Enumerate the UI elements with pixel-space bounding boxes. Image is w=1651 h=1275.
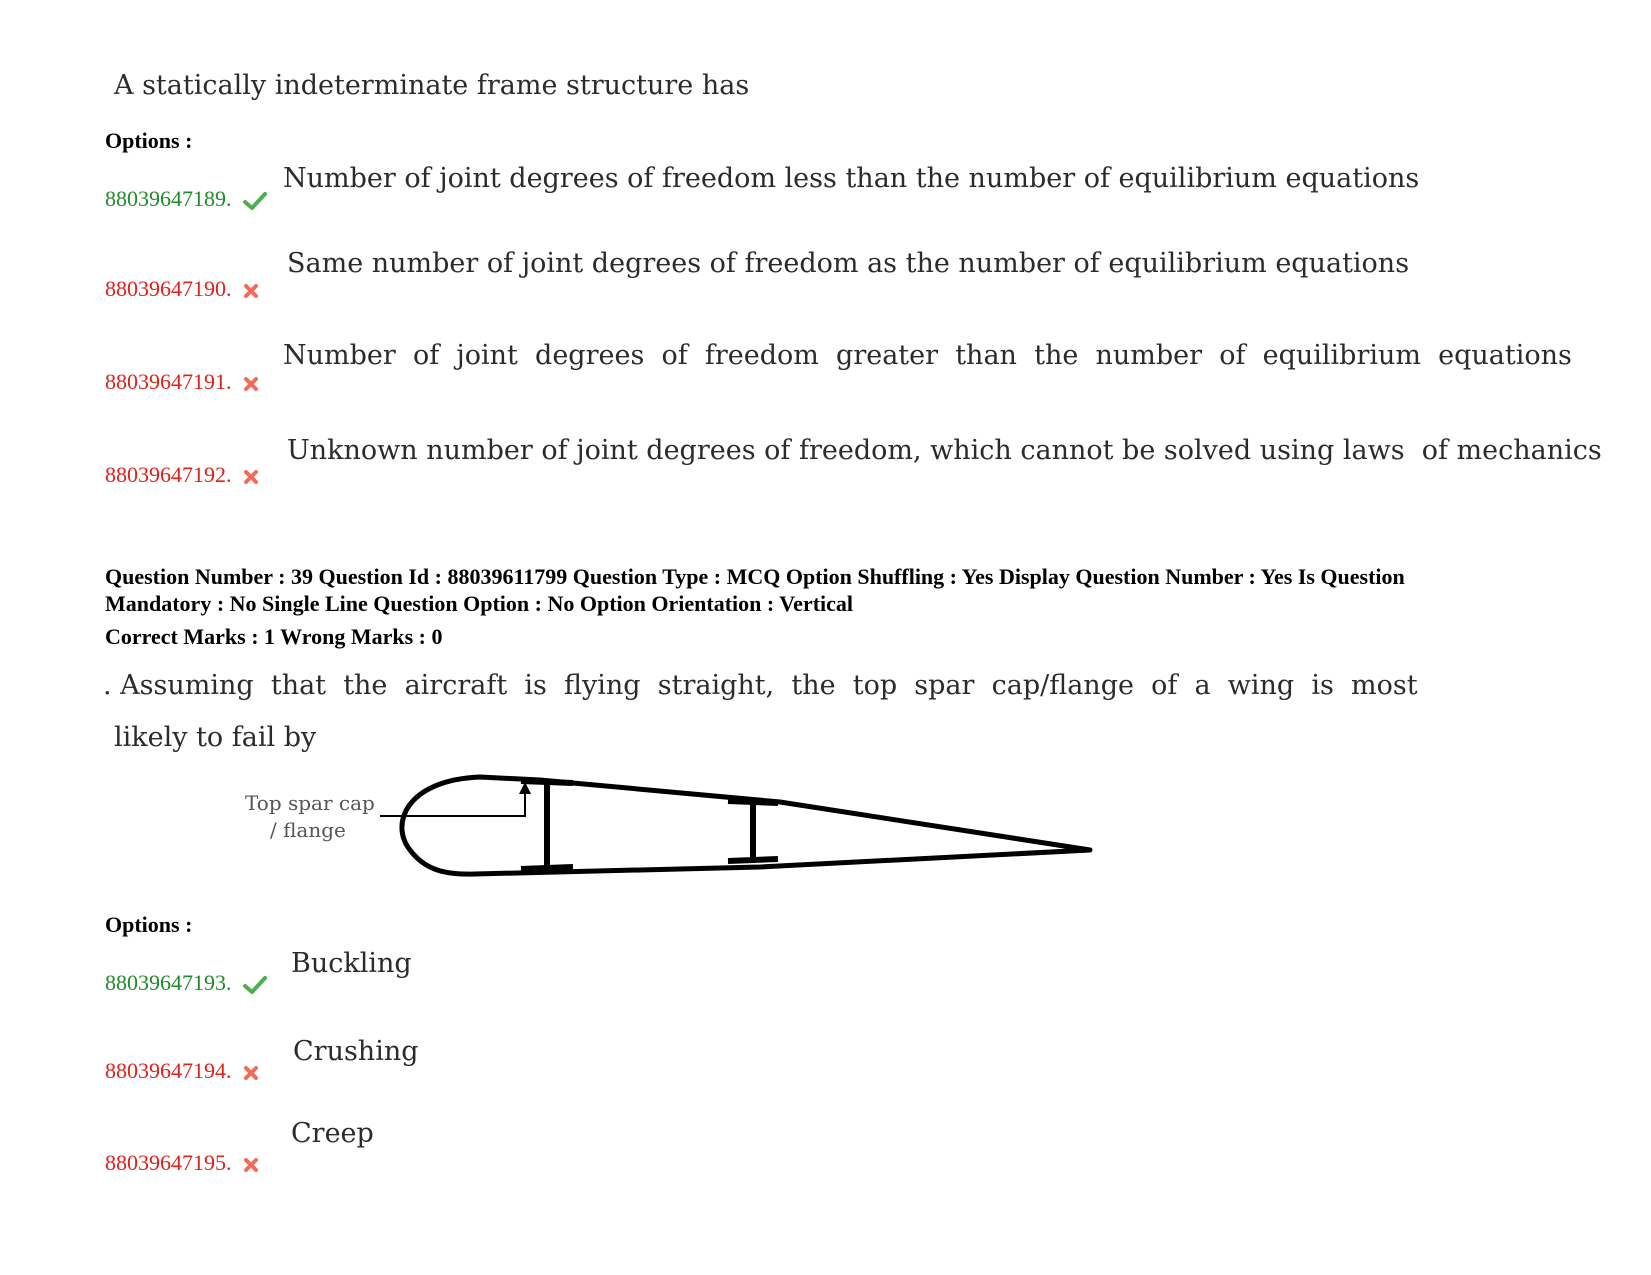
option-id-text: 88039647195. <box>105 1150 232 1175</box>
option-id <box>105 970 267 996</box>
option-id <box>105 276 259 302</box>
question-meta <box>105 563 1565 617</box>
option-id-text: 88039647194. <box>105 1058 232 1083</box>
question-meta-line-1: Question Number : 39 Question Id : 88039611799 Question Type : MCQ Option Shuffling : Yes Display Question Number : Yes Is Question <box>105 564 1405 589</box>
leader-line <box>380 792 525 816</box>
wing-airfoil-diagram <box>240 770 1100 910</box>
options-label: Options : <box>105 912 193 937</box>
option-id-text: 88039647189. <box>105 186 232 211</box>
check-icon <box>243 975 267 995</box>
question-meta-line-2: Mandatory : No Single Line Question Option : No Option Orientation : Vertical <box>105 591 854 616</box>
diagram-label-top-spar: Top spar cap <box>245 791 375 815</box>
option-id-text: 88039647191. <box>105 369 232 394</box>
option-id-text: 88039647193. <box>105 970 232 995</box>
marks-info: Correct Marks : 1 Wrong Marks : 0 <box>105 624 443 649</box>
question-text: A statically indeterminate frame structure has <box>114 70 750 101</box>
option-text[interactable]: Number of joint degrees of freedom greater than the number of equilibrium equations <box>283 340 1572 371</box>
option-id <box>105 462 259 488</box>
cross-icon <box>243 1157 259 1173</box>
option-id <box>105 1058 259 1084</box>
question-text-line-2: likely to fail by <box>114 722 317 753</box>
option-text[interactable]: Crushing <box>293 1036 419 1067</box>
cross-icon <box>243 376 259 392</box>
cross-icon <box>243 469 259 485</box>
rear-spar-top-cap <box>728 801 778 803</box>
options-label: Options : <box>105 128 193 153</box>
option-text[interactable]: Number of joint degrees of freedom less than the number of equilibrium equations <box>283 163 1420 194</box>
option-text[interactable]: Unknown number of joint degrees of freedom, which cannot be solved using laws of mechanics <box>287 435 1602 466</box>
front-spar-bottom-cap <box>521 867 573 869</box>
rear-spar-bottom-cap <box>728 859 778 861</box>
question-text-line-1: . Assuming that the aircraft is flying straight, the top spar cap/flange of a wing is most <box>103 670 1418 701</box>
option-id <box>105 369 259 395</box>
option-text[interactable]: Same number of joint degrees of freedom as the number of equilibrium equations <box>287 248 1410 279</box>
check-icon <box>243 191 267 211</box>
cross-icon <box>243 283 259 299</box>
option-id-text: 88039647190. <box>105 276 232 301</box>
option-text[interactable]: Creep <box>291 1118 374 1149</box>
diagram-label-flange: / flange <box>270 818 346 842</box>
front-spar-top-cap <box>521 781 573 783</box>
cross-icon <box>243 1065 259 1081</box>
option-id-text: 88039647192. <box>105 462 232 487</box>
option-id <box>105 186 267 212</box>
option-id <box>105 1150 259 1176</box>
option-text[interactable]: Buckling <box>291 948 412 979</box>
